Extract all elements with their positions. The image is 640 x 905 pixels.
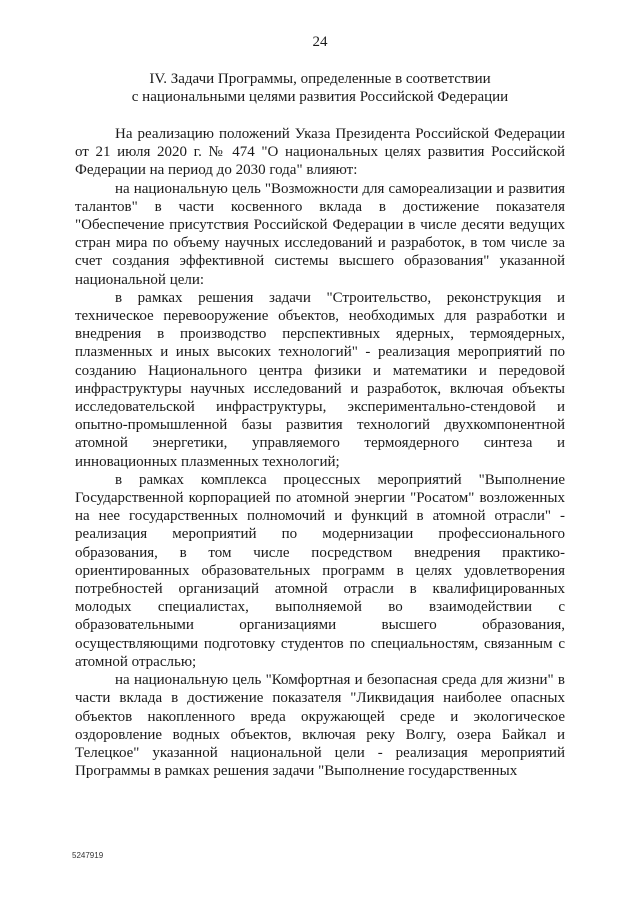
paragraph: На реализацию положений Указа Президента Российской Федерации от 21 июля 2020 г. № 474 "О национальных целях развития Российской Федерации на период до 2030 года" влияют:: [75, 126, 565, 179]
paragraph: в рамках комплекса процессных мероприятий "Выполнение Государственной корпорацией по атомной энергии "Росатом" возложенных на нее государственных полномочий и функций в атомной отрасли" - реализация мероприятий по модернизации профессионального образования, в том числе посредством внедрения практико-ориентированных образовательных программ в целях удовлетворения потребностей организаций атомной отрасли в квалифицированных молодых специалистах, выполняемой во взаимодействии с образовательными организациями высшего образования, осуществляющими подготовку студентов по специальностям, связанным с атомной отраслью;: [75, 471, 565, 670]
page-number: 24: [312, 34, 328, 50]
document-code: 5247919: [72, 851, 104, 860]
section-heading-line-2: с национальными целями развития Российской Федерации: [131, 89, 509, 105]
paragraph: в рамках решения задачи "Строительство, реконструкция и техническое перевооружение объектов, необходимых для разработки и внедрения в производство перспективных ядерных, термоядерных, плазменных и иных высоких технологий" - реализация мероприятий по созданию Национального центра физики и математики и передовой инфраструктуры научных исследований и разработок, включая объекты исследовательской инфраструктуры, экспериментально-стендовой и опытно-промышленной базы развития технологий двухкомпонентной атомной энергетики, управляемого термоядерного синтеза и инновационных плазменных технологий;: [75, 289, 565, 470]
document-body: [75, 125, 565, 780]
section-heading: [75, 70, 565, 106]
paragraph: на национальную цель "Возможности для самореализации и развития талантов" в части косвенного вклада в достижение показателя "Обеспечение присутствия Российской Федерации в числе десяти ведущих стран мира по объему научных исследований и разработок, в том числе за счет создания эффективной системы высшего образования" указанной национальной цели:: [75, 180, 565, 288]
paragraph: на национальную цель "Комфортная и безопасная среда для жизни" в части вклада в достижение показателя "Ликвидация наиболее опасных объектов накопленного вреда окружающей среде и экологическое оздоровление водных объектов, включая реку Волгу, озера Байкал и Телецкое" указанной национальной цели - реализация мероприятий Программы в рамках решения задачи "Выполнение государственных: [75, 672, 565, 780]
section-heading-line-1: IV. Задачи Программы, определенные в соответствии: [149, 71, 491, 87]
